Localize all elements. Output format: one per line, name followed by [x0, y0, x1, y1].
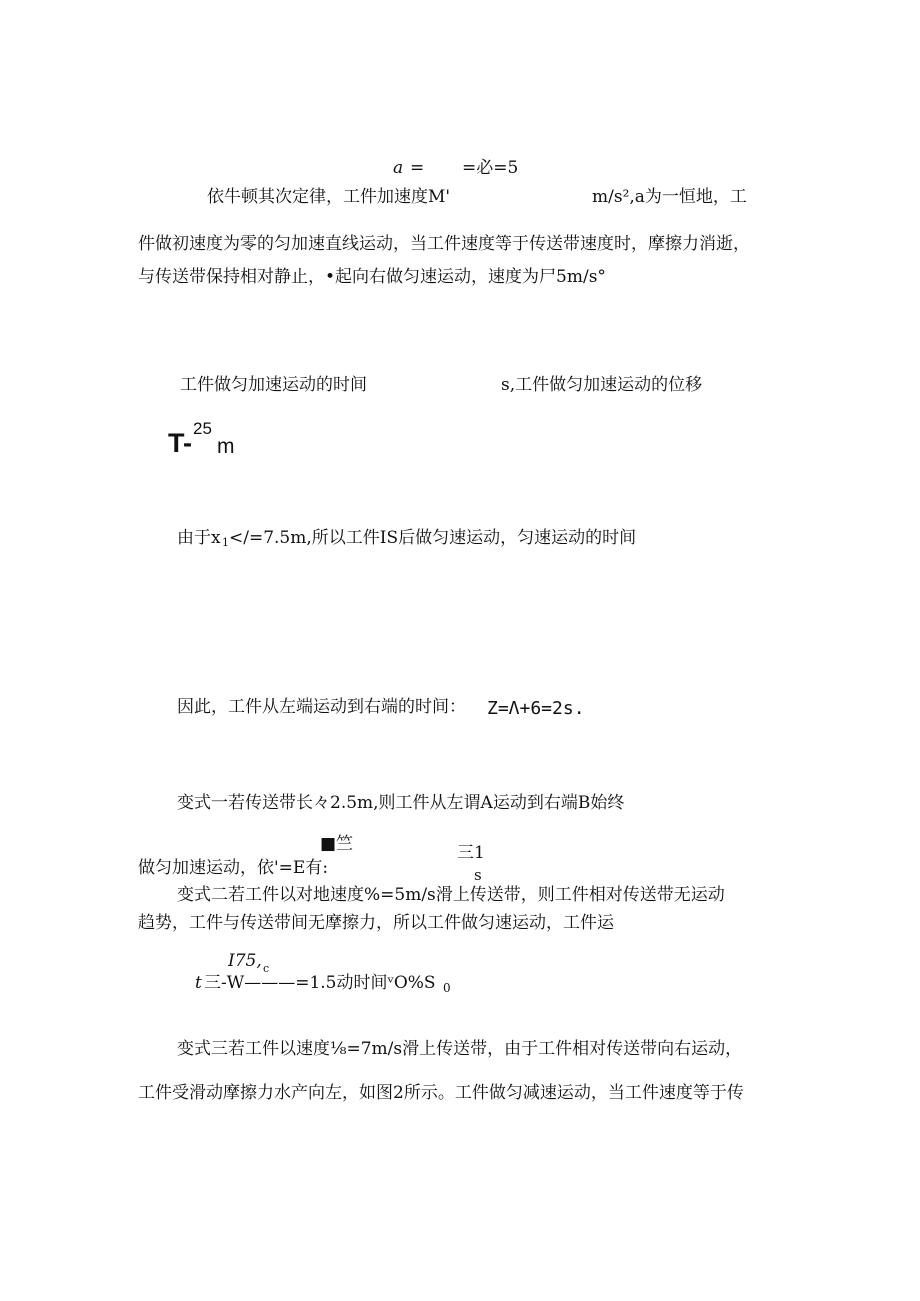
- variant2-formula-subscript: 0: [443, 981, 451, 995]
- paragraph1-line1-left: 依牛顿其次定律，工件加速度M': [207, 187, 451, 207]
- paragraph4-formula: Z=Λ+6=2s.: [487, 698, 585, 719]
- variant2-line1: 变式二若工件以对地速度%=5m/s滑上传送带，则工件相对传送带无运动: [177, 885, 725, 905]
- variant1-line1: 变式一若传送带长々2.5m,则工件从左谓A运动到右端B始终: [177, 793, 625, 813]
- formula-t-unit: m: [217, 435, 235, 458]
- variant1-fragment-s: s: [474, 866, 482, 884]
- formula-t-symbol: T-: [168, 428, 192, 458]
- paragraph1-line2: 件做初速度为零的匀加速直线运动，当工件速度等于传送带速度时，摩擦力消逝，: [138, 234, 750, 254]
- variant1-fragment-top: ■竺: [320, 834, 354, 854]
- paragraph1-line1-right: m/s²,a为一恒地，工: [592, 187, 747, 207]
- formula-a-equals: =: [410, 158, 425, 178]
- formula-a-rest: =必=5: [462, 158, 519, 178]
- variant2-formula: 三-W———=1.5动时间ᵛO%S: [204, 973, 436, 993]
- paragraph1-line3: 与传送带保持相对静止，•起向右做匀速运动，速度为尸5m/s°: [138, 267, 606, 287]
- variant1-line2: 做匀加速运动，依'=E有:: [138, 858, 329, 878]
- paragraph3-text-a: 由于x: [177, 528, 221, 548]
- variant3-line2: 工件受滑动摩擦力水产向左，如图2所示。工件做匀减速运动，当工件速度等于传: [138, 1083, 744, 1103]
- formula-t-superscript: 25: [193, 419, 212, 438]
- variant2-fraction-subscript: c: [263, 962, 270, 975]
- paragraph2-left: 工件做匀加速运动的时间: [180, 375, 367, 395]
- paragraph2-right: s,工件做匀加速运动的位移: [501, 375, 703, 395]
- variant2-t-symbol: t: [195, 973, 202, 993]
- variant1-fragment-mid: 三1: [457, 843, 485, 863]
- paragraph3-subscript: 1: [222, 536, 229, 549]
- formula-a-symbol: a: [393, 158, 404, 178]
- variant2-line2: 趋势，工件与传送带间无摩擦力，所以工件做匀速运动，工件运: [138, 913, 614, 933]
- paragraph4-text: 因此，工件从左端运动到右端的时间：: [177, 697, 466, 717]
- paragraph3-text-b: </=7.5m,所以工件IS后做匀速运动，匀速运动的时间: [229, 528, 637, 548]
- variant2-fraction-top: I75,: [228, 951, 262, 971]
- variant3-line1: 变式三若工件以速度⅛=7m/s滑上传送带，由于工件相对传送带向右运动，: [177, 1039, 743, 1059]
